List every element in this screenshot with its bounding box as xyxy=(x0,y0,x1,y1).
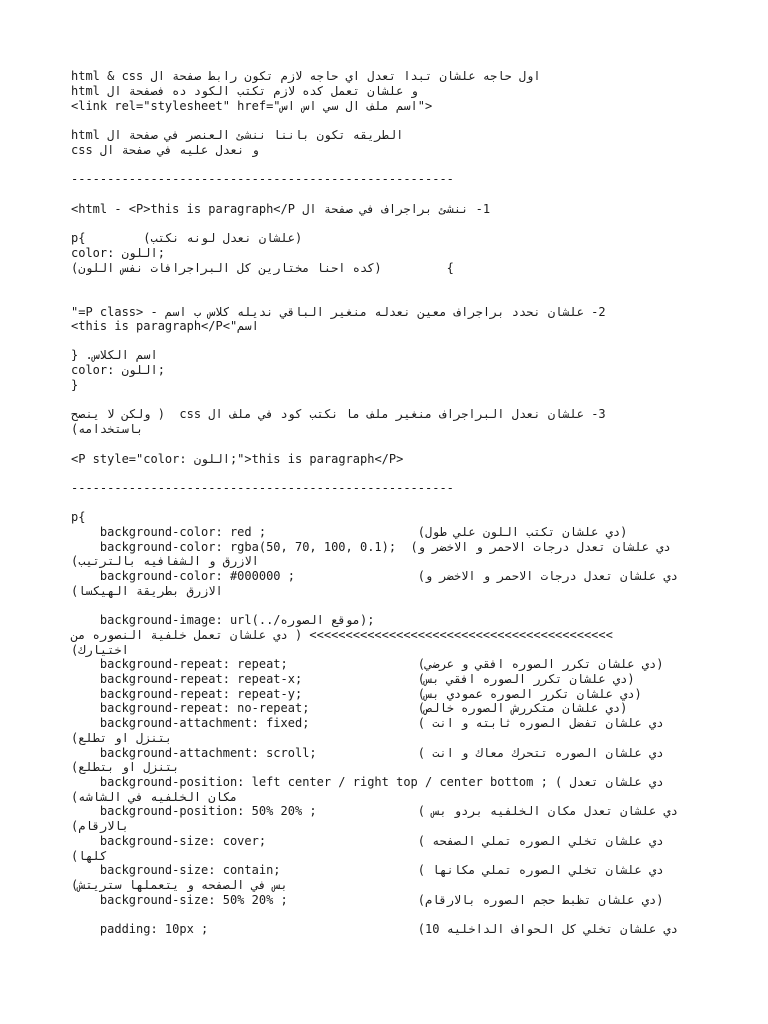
text-line: background-image: url(../موقع الصوره); xyxy=(71,613,375,627)
text-line: color: اللون; xyxy=(71,246,165,260)
text-line: >>>>>>>>>>>>>>>>>>>>>>>>>>>>>>>>>>>>>>>>>> ( دي علشان تعمل خلفية النصوره من xyxy=(71,628,642,642)
text-line: <P style="color: اللون;">this is paragraph</P> xyxy=(71,452,404,466)
text-line: background-attachment: fixed; ( دي علشان تفضل الصوره ثابته و انت xyxy=(71,716,664,730)
text-line: اسم الكلاس. { xyxy=(71,348,158,362)
text-line: بتنزل او بتطلع) xyxy=(71,760,180,774)
text-line: بالارقام) xyxy=(71,819,129,833)
text-line: background-attachment: scroll; ( دي علشان الصوره تتحرك معاك و انت xyxy=(71,746,664,760)
text-line: } (كده احنا مختارين كل البراجرافات نفس اللون) xyxy=(71,261,454,275)
text-line: و علشان تعمل كده لازم تكتب الكود ده فصفحة ال html xyxy=(71,84,418,98)
text-line: <link rel="stylesheet" href="اسم ملف ال سي اس اس"> xyxy=(71,99,433,113)
text-line: اول حاجه علشان تبدا تعدل اي حاجه لازم تكون رابط صفحة ال html & css xyxy=(71,69,541,83)
text-line: background-color: red ; (دي علشان تكتب اللون علي طول) xyxy=(71,525,628,539)
text-line: ----------------------------------------------------- xyxy=(71,172,454,186)
text-line: background-color: #000000 ; (دي علشان تعدل درجات الاحمر و الاخضر و xyxy=(71,569,678,583)
text-line: و نعدل عليه في صفحة ال css xyxy=(71,143,259,157)
text-line: background-repeat: repeat-y; (دي علشان تكرر الصوره عمودي بس) xyxy=(71,687,642,701)
text-line: بتنزل او تطلع) xyxy=(71,731,173,745)
text-line: 3- علشان نعدل البراجراف منغير ملف ما نكتب كود في ملف ال css ( ولكن لا ينصح xyxy=(71,407,606,421)
text-line: ----------------------------------------------------- xyxy=(71,481,454,495)
text-line: background-repeat: no-repeat; (دي علشان متكررش الصوره خالص) xyxy=(71,701,628,715)
text-line: padding: 10px ; (دي علشان تخلي كل الحواف الداخليه 10 xyxy=(71,922,678,936)
text-line: p{ (علشان نعدل لونه نكتب) xyxy=(71,231,303,245)
text-line: background-size: contain; ( دي علشان تخلي الصوره تملي مكانها xyxy=(71,863,664,877)
text-line: background-color: rgba(50, 70, 100, 0.1); (دي علشان تعدل درجات الاحمر و الاخضر و xyxy=(71,540,671,554)
text-line: مكان الخلفيه في الشاشه) xyxy=(71,790,238,804)
text-line: الازرق و الشفافيه بالترتيب) xyxy=(71,554,259,568)
text-line: اسم">this is paragraph</P> xyxy=(71,319,259,333)
text-line: background-repeat: repeat; (دي علشان تكرر الصوره افقي و عرضي) xyxy=(71,657,664,671)
text-line: اختيارك) xyxy=(71,643,129,657)
text-line: 2- علشان نحدد براجراف معين نعدله منغير الباقي نديله كلاس ب اسم - <P class=" xyxy=(71,305,606,319)
text-line: كلها) xyxy=(71,849,108,863)
text-line: background-size: 50% 20% ; (دي علشان تظبط حجم الصوره بالارقام) xyxy=(71,893,664,907)
text-line: } xyxy=(71,378,79,392)
text-line: 1- ننشئ براجراف في صفحة ال html - <P>this is paragraph</P> xyxy=(71,202,491,216)
text-line: p{ xyxy=(71,510,86,524)
text-line: باستخدامه) xyxy=(71,422,144,436)
text-line: بس في الصفحه و يتعملها ستريتش) xyxy=(71,878,288,892)
text-line: background-position: left center / right top / center bottom ; ( دي علشان تعدل xyxy=(71,775,664,789)
text-line: الطريقه تكون باننا ننشئ العنصر في صفحة ال html xyxy=(71,128,404,142)
text-line: background-size: cover; ( دي علشان تخلي الصوره تملي الصفحه xyxy=(71,834,664,848)
text-line: background-repeat: repeat-x; (دي علشان تكرر الصوره افقي بس) xyxy=(71,672,635,686)
text-line: color: اللون; xyxy=(71,363,165,377)
text-line: background-position: 50% 20% ; ( دي علشان تعدل مكان الخلفيه بردو بس xyxy=(71,804,678,818)
text-line: الازرق بطريقة الهيكسا) xyxy=(71,584,223,598)
